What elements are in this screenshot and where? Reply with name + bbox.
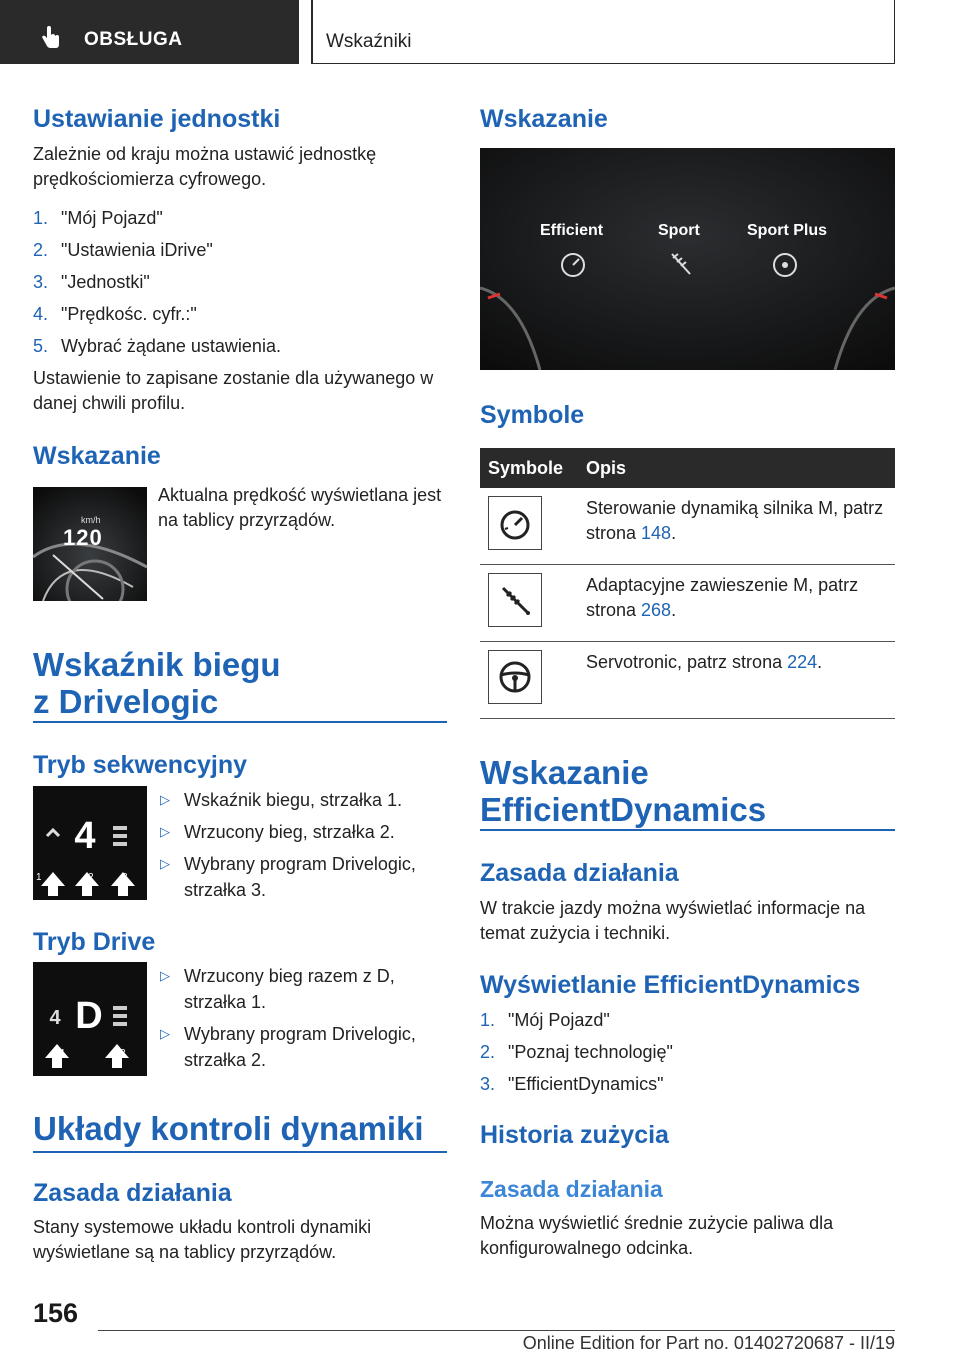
table-row: Adaptacyjne zawieszenie M, patrz strona 268.: [480, 565, 895, 642]
display-heading-right: Wskazanie: [480, 105, 608, 133]
page-number: 156: [33, 1298, 79, 1328]
ed-show-heading: Wyświetlanie EfficientDynamics: [480, 971, 861, 999]
display-heading: Wskazanie: [33, 442, 161, 470]
heading-rule: [33, 1151, 447, 1153]
row-text: Adaptacyjne zawieszenie M, patrz strona: [586, 575, 859, 620]
dyn-heading: Układy kontroli dynamiki: [33, 1110, 424, 1147]
steering-wheel-icon: [488, 650, 542, 704]
symbols-table: [480, 448, 895, 719]
mode-label-efficient: Efficient: [540, 222, 604, 239]
arrow-label: 1: [60, 1048, 66, 1059]
speedometer-icon: [488, 496, 542, 550]
list-item: 2. "Ustawienia iDrive": [33, 240, 213, 260]
svg-text:4: 4: [49, 1007, 61, 1029]
svg-text:4: 4: [74, 815, 96, 857]
drive-bullets: [158, 963, 447, 1079]
drive-gear-image: [33, 962, 147, 1076]
sequential-gear-image: [33, 786, 147, 900]
speedometer-image: [33, 487, 147, 601]
table-row: Servotronic, patrz strona 224.: [480, 642, 895, 719]
row-text: Servotronic, patrz strona: [586, 652, 788, 672]
unit-intro: Zależnie od kraju można ustawić jednostkę prędkościomierza cyfrowego.: [33, 144, 377, 189]
mode-label-sport-plus: Sport Plus: [747, 222, 828, 239]
list-item: 1. "Mój Pojazd": [33, 208, 163, 228]
drive-heading: Tryb Drive: [33, 928, 156, 956]
list-item: 1. "Mój Pojazd": [480, 1010, 610, 1030]
list-item: ▷ Wybrany program Drivelogic, strzałka 3.: [158, 851, 447, 903]
list-item: ▷ Wrzucony bieg razem z D, strzałka 1.: [158, 963, 447, 1015]
dyn-sub: Zasada działania: [33, 1179, 232, 1207]
unit-outro: Ustawienie to zapisane zostanie dla używanego w danej chwili profilu.: [33, 368, 434, 413]
section-title: OBSŁUGA: [84, 29, 183, 50]
table-row: Sterowanie dynamiką silnika M, patrz strona 148.: [480, 488, 895, 565]
list-item: ▷ Wybrany program Drivelogic, strzałka 2.: [158, 1021, 447, 1073]
speed-unit: km/h: [81, 515, 101, 525]
list-item: ▷ Wskaźnik biegu, strzałka 1.: [158, 787, 447, 813]
symbols-heading: Symbole: [480, 401, 585, 429]
cluster-graphic: [480, 148, 895, 370]
ed-heading: Wskazanie EfficientDynamics: [480, 754, 767, 828]
header-chapter-box: [311, 0, 895, 64]
header-section-tab: [0, 0, 299, 64]
gear-heading: Wskaźnik biegu z Drivelogic: [33, 646, 281, 720]
page-link[interactable]: 224: [787, 652, 818, 672]
unit-heading: Ustawianie jednostki: [33, 105, 281, 133]
display-text: Aktualna prędkość wyświetlana jest na tablicy przyrządów.: [158, 485, 442, 530]
ed-steps-list: [480, 1004, 673, 1100]
mode-label-sport: Sport: [658, 222, 700, 239]
history-text: Można wyświetlić średnie zużycie paliwa dla konfigurowalnego odcinka.: [480, 1213, 834, 1258]
arrow-label: 2: [120, 1048, 126, 1059]
list-item: ▷ Wrzucony bieg, strzałka 2.: [158, 819, 447, 845]
hand-pointer-icon: [40, 26, 62, 50]
unit-steps-list: [33, 202, 281, 362]
footer-rule: [98, 1330, 895, 1331]
list-item: 5. Wybrać żądane ustawienia.: [33, 336, 281, 356]
cluster-image: [480, 148, 895, 370]
heading-rule: [33, 721, 447, 723]
svg-text:D: D: [75, 995, 103, 1037]
list-item: 4. "Prędkośc. cyfr.:": [33, 304, 197, 324]
table-header: Opis: [578, 448, 895, 488]
seq-bullets: [158, 787, 447, 909]
footer-edition: Online Edition for Part no. 01402720687 - II/19: [522, 1333, 895, 1353]
arrow-label: 2: [88, 872, 94, 883]
header-divider: [311, 0, 313, 64]
list-item: 3. "Jednostki": [33, 272, 150, 292]
speed-value: 120: [63, 525, 103, 550]
heading-rule: [480, 829, 895, 831]
list-item: 2. "Poznaj technologię": [480, 1042, 673, 1062]
ed-text: W trakcie jazdy można wyświetlać informacje na temat zużycia i techniki.: [480, 898, 866, 943]
row-text: Sterowanie dynamiką silnika M, patrz strona: [586, 498, 884, 543]
page-link[interactable]: 148: [641, 523, 672, 543]
arrow-label: 1: [36, 872, 42, 883]
seq-heading: Tryb sekwencyjny: [33, 751, 248, 779]
list-item: 3. "EfficientDynamics": [480, 1074, 664, 1094]
suspension-icon: [488, 573, 542, 627]
history-heading: Historia zużycia: [480, 1121, 669, 1149]
chapter-title: Wskaźniki: [326, 31, 412, 52]
page-link[interactable]: 268: [641, 600, 672, 620]
ed-sub: Zasada działania: [480, 859, 679, 887]
table-header: Symbole: [480, 448, 578, 488]
drive-indicator-graphic: [33, 962, 147, 1076]
dyn-text: Stany systemowe układu kontroli dynamiki wyświetlane są na tablicy przyrządów.: [33, 1217, 372, 1262]
history-sub: Zasada działania: [480, 1176, 663, 1202]
arrow-label: 3: [122, 872, 128, 883]
